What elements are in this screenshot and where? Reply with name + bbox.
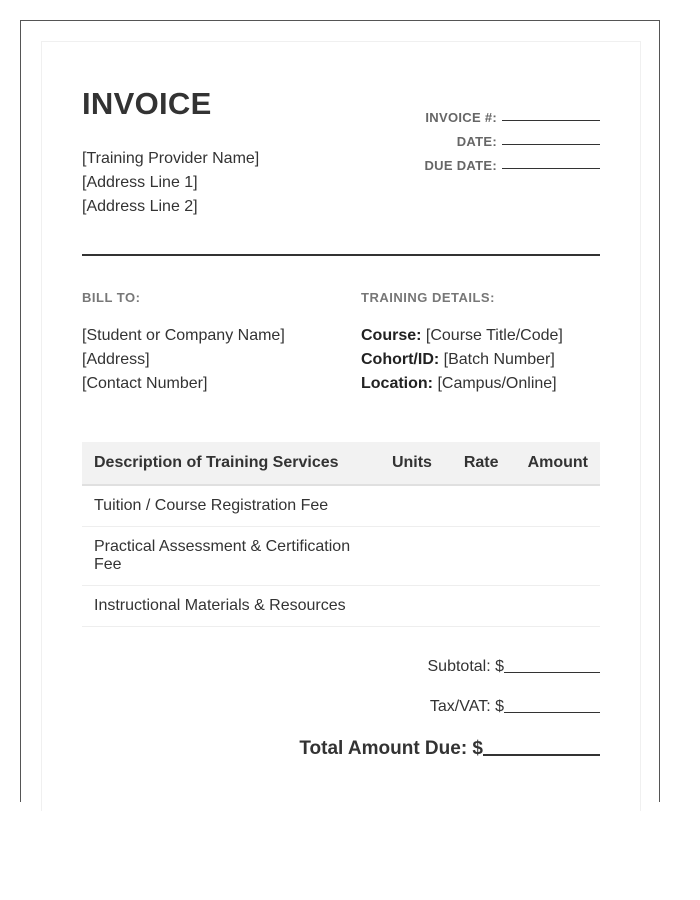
tax-label: Tax/VAT: $ <box>429 698 504 715</box>
units-header: Units <box>377 442 444 485</box>
course-row <box>361 324 563 348</box>
subtotal-row <box>299 652 600 676</box>
location-label: Location: <box>361 375 433 392</box>
row-units[interactable] <box>377 485 444 527</box>
rate-header: Rate <box>444 442 511 485</box>
bill-to-contact: [Contact Number] <box>82 375 208 392</box>
row-units[interactable] <box>377 527 444 586</box>
cohort-label: Cohort/ID: <box>361 351 440 368</box>
training-details-label: TRAINING DETAILS: <box>361 290 495 305</box>
invoice-title: INVOICE <box>82 86 212 121</box>
table-row <box>82 586 600 627</box>
row-amount[interactable] <box>511 485 600 527</box>
invoice-number-label: INVOICE #: <box>425 110 497 125</box>
date-label: DATE: <box>456 134 497 149</box>
tax-blank[interactable] <box>504 696 600 713</box>
totals-block <box>299 652 600 760</box>
amount-header: Amount <box>511 442 600 485</box>
total-due-row <box>299 730 600 760</box>
row-amount[interactable] <box>511 586 600 627</box>
bill-to-name: [Student or Company Name] <box>82 327 285 344</box>
due-date-label: DUE DATE: <box>424 158 497 173</box>
due-date-row <box>360 149 600 173</box>
total-due-label: Total Amount Due: $ <box>299 738 483 759</box>
row-description: Instructional Materials & Resources <box>82 586 377 627</box>
provider-address-line-2: [Address Line 2] <box>82 198 198 215</box>
invoice-meta <box>360 101 600 173</box>
course-label: Course: <box>361 327 422 344</box>
invoice-number-row <box>360 101 600 125</box>
table-header-row <box>82 442 600 485</box>
provider-name: [Training Provider Name] <box>82 150 260 167</box>
table-row <box>82 527 600 586</box>
total-due-blank[interactable] <box>483 734 600 756</box>
row-amount[interactable] <box>511 527 600 586</box>
row-rate[interactable] <box>444 485 511 527</box>
services-table <box>82 442 600 627</box>
date-blank[interactable] <box>502 130 600 145</box>
subtotal-label: Subtotal: $ <box>427 658 504 675</box>
course-value: [Course Title/Code] <box>425 327 563 344</box>
subtotal-blank[interactable] <box>504 656 600 673</box>
table-row <box>82 485 600 527</box>
row-units[interactable] <box>377 586 444 627</box>
cohort-value: [Batch Number] <box>443 351 555 368</box>
row-description: Tuition / Course Registration Fee <box>82 485 377 527</box>
location-row <box>361 372 563 396</box>
bill-to-block <box>82 324 285 396</box>
description-header: Description of Training Services <box>82 442 377 485</box>
bill-to-label: BILL TO: <box>82 290 141 305</box>
tax-row <box>299 692 600 716</box>
date-row <box>360 125 600 149</box>
due-date-blank[interactable] <box>502 154 600 169</box>
provider-address-block <box>82 147 259 219</box>
header-divider <box>82 254 600 256</box>
row-rate[interactable] <box>444 527 511 586</box>
row-rate[interactable] <box>444 586 511 627</box>
provider-address-line-1: [Address Line 1] <box>82 174 198 191</box>
row-description: Practical Assessment & Certification Fee <box>82 527 377 586</box>
cohort-row <box>361 348 563 372</box>
invoice-number-blank[interactable] <box>502 106 600 121</box>
location-value: [Campus/Online] <box>437 375 557 392</box>
bill-to-address: [Address] <box>82 351 150 368</box>
training-details-block <box>361 324 563 396</box>
